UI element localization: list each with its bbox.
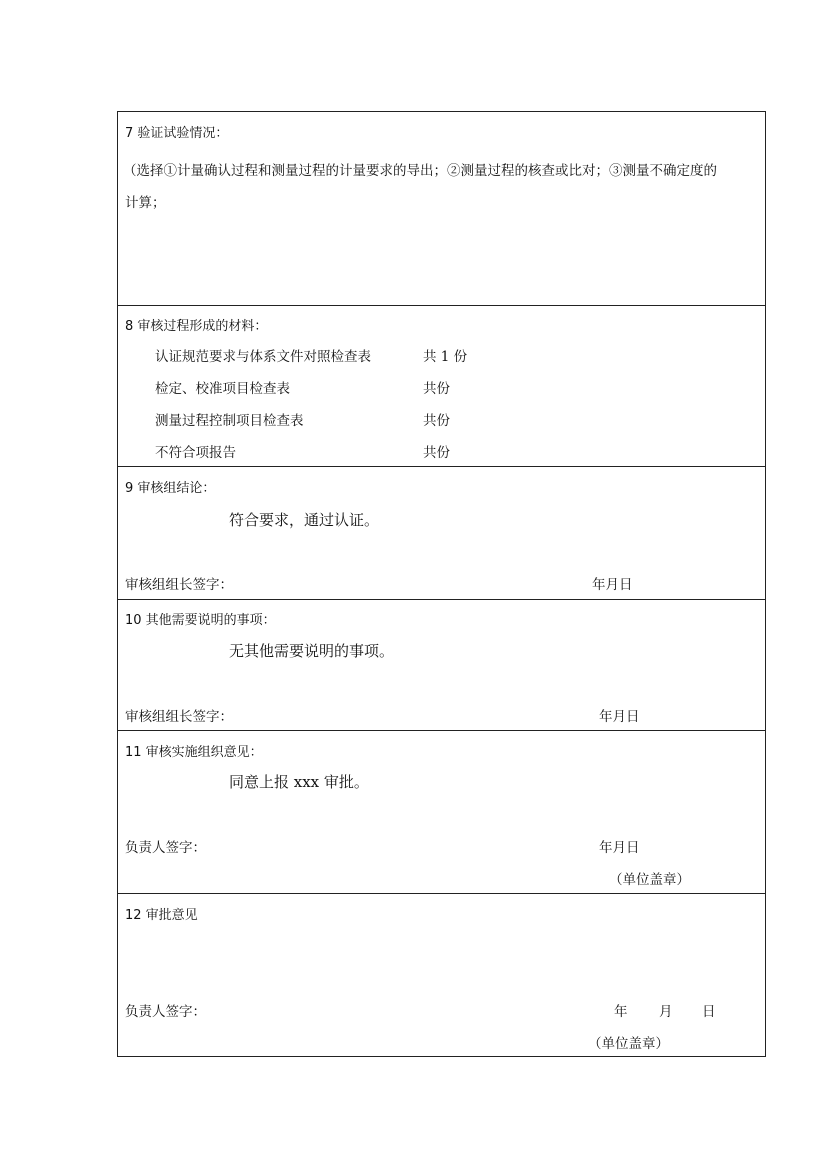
material-item-count: 共份 bbox=[423, 413, 450, 429]
section-7-line-1: （选择①计量确认过程和测量过程的计量要求的导出；②测量过程的核查或比对；③测量不确定度的 bbox=[123, 163, 717, 179]
section-10-title: 10 其他需要说明的事项： bbox=[125, 613, 276, 628]
section-8-audit-materials bbox=[118, 306, 765, 467]
section-8-title: 8 审核过程形成的材料： bbox=[125, 319, 268, 334]
section-10-sign-label: 审核组组长签字： bbox=[125, 709, 233, 725]
material-item-name: 检定、校准项目检查表 bbox=[155, 381, 290, 397]
section-10-content: 无其他需要说明的事项。 bbox=[229, 642, 395, 660]
material-item-name: 不符合项报告 bbox=[155, 445, 236, 461]
section-12-seal: （单位盖章） bbox=[588, 1036, 669, 1052]
section-7-title: 7 验证试验情况： bbox=[125, 126, 229, 141]
material-item-count: 共份 bbox=[423, 445, 450, 461]
section-11-content: 同意上报 xxx 审批。 bbox=[229, 773, 369, 791]
material-item-count: 共份 bbox=[423, 381, 450, 397]
section-11-organization-opinion bbox=[118, 731, 765, 894]
section-9-audit-conclusion bbox=[118, 467, 765, 600]
section-9-title: 9 审核组结论： bbox=[125, 481, 216, 496]
material-item-name: 认证规范要求与体系文件对照检查表 bbox=[155, 349, 371, 365]
section-9-date: 年月日 bbox=[592, 577, 633, 593]
material-item-name: 测量过程控制项目检查表 bbox=[155, 413, 304, 429]
section-11-seal: （单位盖章） bbox=[609, 872, 690, 888]
section-9-content: 符合要求，通过认证。 bbox=[229, 511, 380, 529]
section-12-sign-label: 负责人签字： bbox=[125, 1004, 206, 1020]
section-12-year: 年 bbox=[614, 1004, 628, 1020]
approval-form bbox=[117, 111, 766, 1057]
section-11-title: 11 审核实施组织意见： bbox=[125, 745, 263, 760]
section-10-date: 年月日 bbox=[599, 709, 640, 725]
section-7-verification-tests bbox=[118, 112, 765, 306]
section-11-date: 年月日 bbox=[599, 840, 640, 856]
material-item-count: 共 1 份 bbox=[423, 349, 468, 365]
section-12-month: 月 bbox=[659, 1004, 673, 1020]
section-10-other-matters bbox=[118, 600, 765, 731]
section-9-sign-label: 审核组组长签字： bbox=[125, 577, 233, 593]
section-12-day: 日 bbox=[702, 1004, 716, 1020]
section-12-title: 12 审批意见 bbox=[125, 908, 198, 923]
section-11-sign-label: 负责人签字： bbox=[125, 840, 206, 856]
section-7-line-2: 计算； bbox=[125, 195, 166, 211]
section-12-approval-opinion bbox=[118, 894, 765, 1056]
